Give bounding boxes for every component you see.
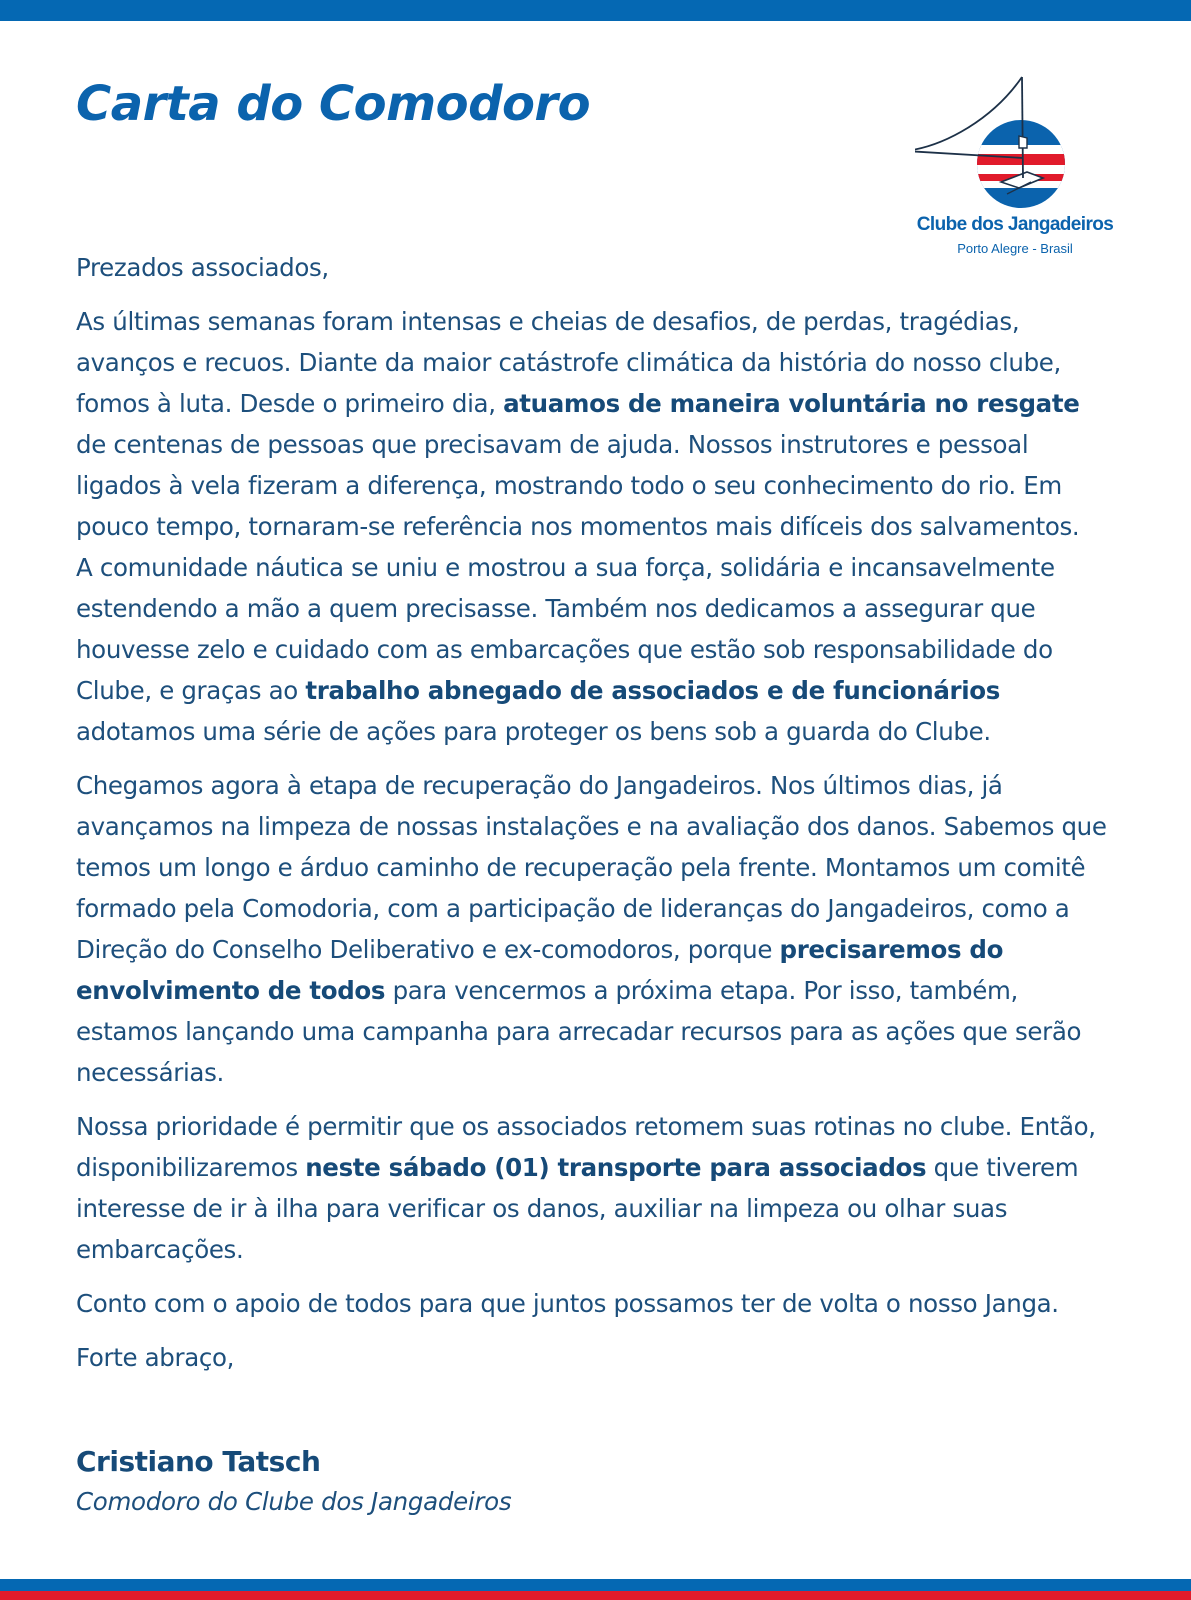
emphasis-text: atuamos de maneira voluntária no resgate — [503, 389, 1080, 418]
bottom-red-bar — [0, 1591, 1191, 1600]
paragraph-text: Nossa prioridade é permitir que os associados retomem suas rotinas no clube. Então, disponibilizaremos — [76, 1112, 1096, 1182]
bottom-blue-bar — [0, 1579, 1191, 1591]
paragraph-text: que tiverem interesse de ir à ilha para verificar os danos, auxiliar na limpeza ou olhar suas embarcações. — [76, 1153, 1079, 1264]
paragraph-text: adotamos uma série de ações para proteger os bens sob a guarda do Clube. — [76, 717, 991, 746]
emphasis-text: neste sábado (01) transporte para associados — [305, 1153, 927, 1182]
emphasis-text: precisaremos do envolvimento de todos — [76, 935, 1004, 1005]
letter-body — [76, 247, 1116, 1391]
logo-location: Porto Alegre - Brasil — [957, 241, 1073, 256]
paragraph-text: A comunidade náutica se uniu e mostrou a sua força, solidária e incansavelmente estendendo a mão a quem precisasse. Também nos dedicamos a assegurar que houvesse zelo e cuidado com as embarcações que estão sob responsabilidade do Clube, e graças ao — [76, 553, 1055, 705]
letter-closing: Forte abraço, — [76, 1343, 235, 1372]
jangada-sail-icon — [915, 74, 1115, 214]
letter-paragraph-3 — [76, 1106, 1116, 1270]
page-title: Carta do Comodoro — [76, 76, 591, 132]
signature-name: Cristiano Tatsch — [76, 1445, 321, 1478]
letter-paragraph-4: Conto com o apoio de todos para que juntos possamos ter de volta o nosso Janga. — [76, 1289, 1059, 1318]
letter-paragraph-2 — [76, 765, 1116, 1093]
signature-role: Comodoro do Clube dos Jangadeiros — [76, 1487, 512, 1516]
paragraph-text: Chegamos agora à etapa de recuperação do Jangadeiros. Nos últimos dias, já avançamos na limpeza de nossas instalações e na avaliação dos danos. Sabemos que temos um longo e árduo caminho de recuperação pela frente. Montamos um comitê formado pela Comodoria, com a participação de lideranças do Jangadeiros, como a Direção do Conselho Deliberativo e ex-comodoros, porque — [76, 771, 1107, 964]
logo-club-name: Clube dos Jangadeiros — [916, 214, 1114, 235]
paragraph-text: As últimas semanas foram intensas e cheias de desafios, de perdas, tragédias, avanços e recuos. Diante da maior catástrofe climática da história do nosso clube, fomos à luta. Desde o primeiro dia, — [76, 307, 1061, 418]
club-logo — [915, 74, 1115, 260]
signature-block — [76, 1442, 511, 1522]
top-decorative-bar — [0, 0, 1191, 21]
letter-paragraph-1 — [76, 301, 1116, 752]
paragraph-text: de centenas de pessoas que precisavam de ajuda. Nossos instrutores e pessoal ligados à vela fizeram a diferença, mostrando todo o seu conhecimento do rio. Em pouco tempo, tornaram-se referência nos momentos mais difíceis dos salvamentos. — [76, 430, 1080, 541]
emphasis-text: trabalho abnegado de associados e de funcionários — [305, 676, 1001, 705]
letter-greeting: Prezados associados, — [76, 253, 329, 282]
paragraph-text: para vencermos a próxima etapa. Por isso, também, estamos lançando uma campanha para arrecadar recursos para as ações que serão necessárias. — [76, 976, 1082, 1087]
